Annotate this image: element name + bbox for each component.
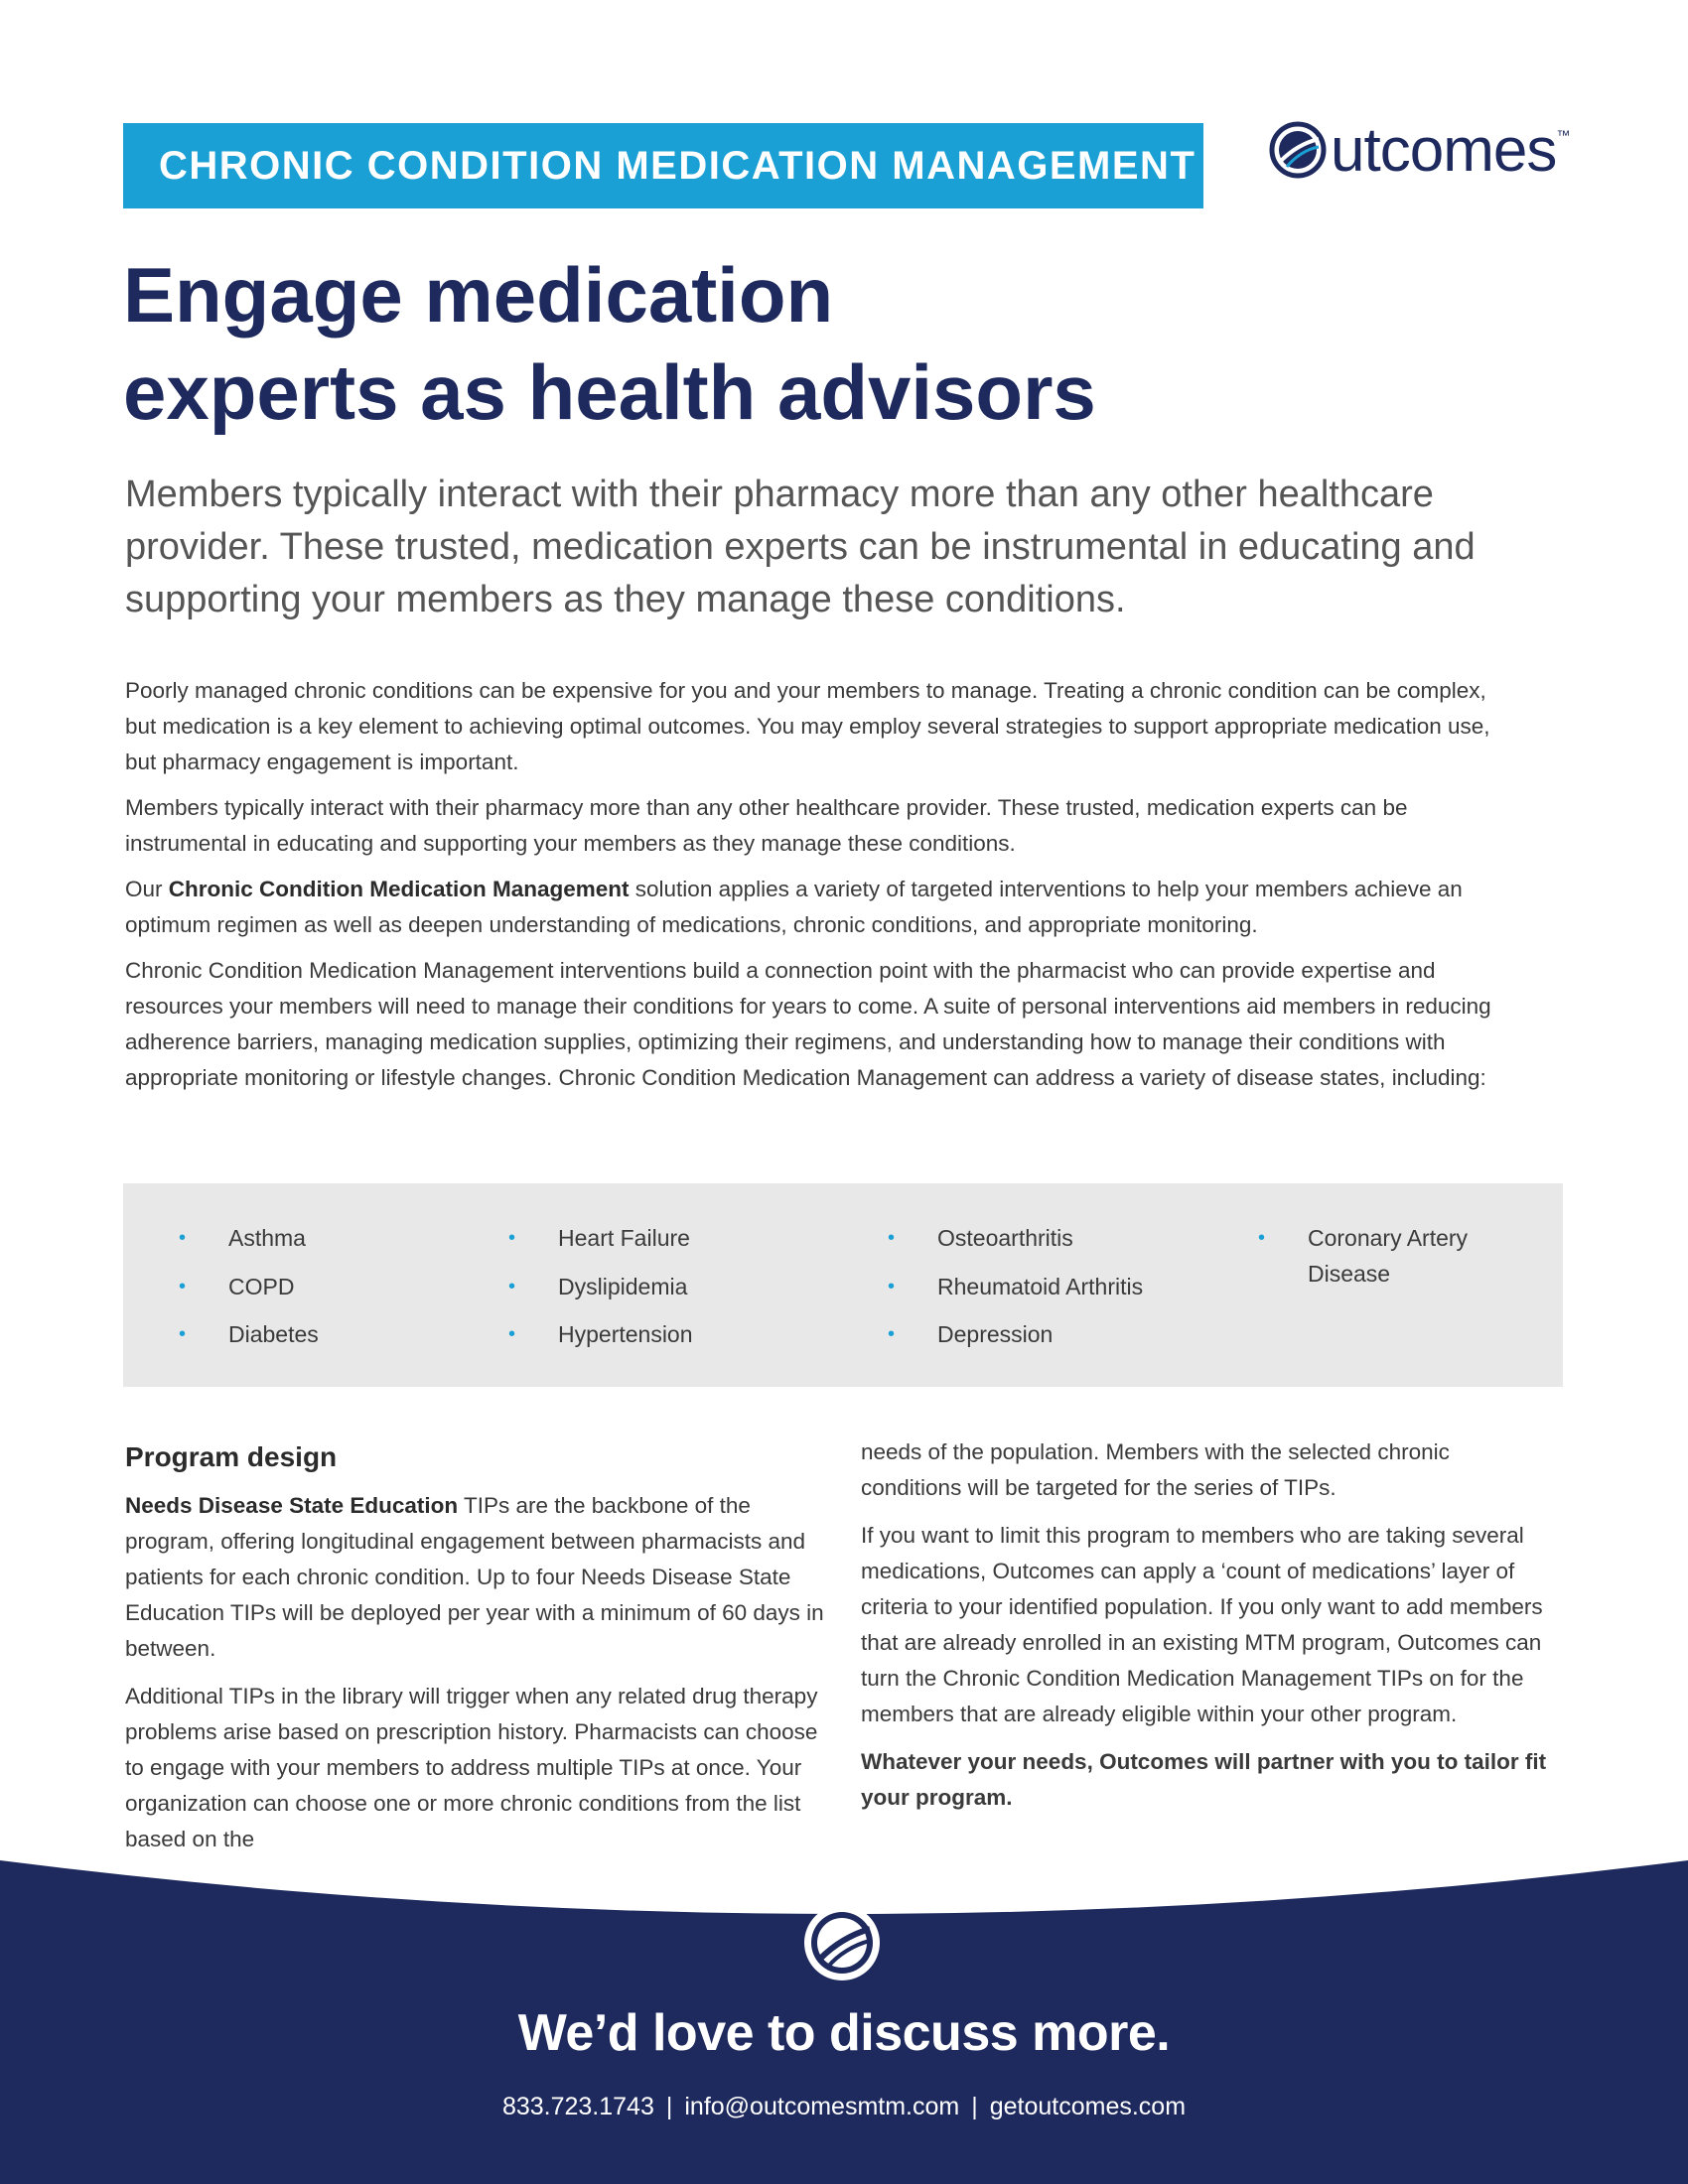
condition-item: • Diabetes	[179, 1316, 477, 1352]
conditions-column-4	[1258, 1220, 1506, 1304]
program-paragraph-1-rest: TIPs are the backbone of the program, offering longitudinal engagement between pharmacists and patients for each chronic condition. Up to four Needs Disease State Education TIPs will be deployed per year with a minimum of 60 days in between.	[125, 1493, 824, 1661]
condition-item: • Depression	[888, 1316, 1245, 1352]
program-paragraph-1	[125, 1488, 830, 1667]
separator: |	[971, 2093, 978, 2120]
conditions-column-3	[888, 1220, 1245, 1365]
condition-item: • COPD	[179, 1269, 477, 1304]
condition-item: • Osteoarthritis	[888, 1220, 1245, 1256]
program-paragraph-3: needs of the population. Members with the selected chronic conditions will be targeted for the series of TIPs.	[861, 1439, 1450, 1500]
conditions-column-1	[179, 1220, 477, 1365]
footer-title: We’d love to discuss more.	[517, 2004, 1171, 2062]
outcomes-logo	[1269, 117, 1570, 183]
outcomes-mark-icon	[800, 1901, 884, 1984]
program-closing-statement: Whatever your needs, Outcomes will partner with you to tailor fit your program.	[861, 1749, 1547, 1810]
program-design-right-column	[861, 1434, 1556, 1828]
program-paragraph-2: Additional TIPs in the library will trigger when any related drug therapy problems arise based on prescription history. Pharmacists can choose to engage with your members to address multiple TIPs at once. Your organization can choose one or more chronic conditions from the list based on the	[125, 1684, 818, 1851]
body-paragraph-4: Chronic Condition Medication Management interventions build a connection point with the pharmacist who can provide expertise and resources your members will need to manage their conditions for years to come. A suite of personal interventions aid members in reducing adherence barriers, managing medication supplies, optimizing their regimens, and understanding how to manage their conditions with appropriate monitoring or lifestyle changes. Chronic Condition Medication Management can address a variety of disease states, including:	[125, 958, 1491, 1090]
body-paragraph-2: Members typically interact with their pharmacy more than any other healthcare provider. These trusted, medication experts can be instrumental in educating and supporting your members as they manage these conditions.	[125, 795, 1408, 856]
website-link[interactable]: getoutcomes.com	[989, 2093, 1187, 2120]
program-design-left-column	[125, 1434, 830, 1869]
condition-item: • Hypertension	[508, 1316, 846, 1352]
intro-paragraph: Members typically interact with their pharmacy more than any other healthcare provider. These trusted, medication experts can be instrumental in educating and supporting your members as they manage these conditions.	[125, 474, 1476, 620]
condition-item: • Rheumatoid Arthritis	[888, 1269, 1245, 1304]
condition-item: • Asthma	[179, 1220, 477, 1256]
email-link[interactable]: info@outcomesmtm.com	[684, 2093, 960, 2120]
condition-item: • Heart Failure	[508, 1220, 846, 1256]
program-paragraph-4: If you want to limit this program to members who are taking several medications, Outcomes can apply a ‘count of medications’ layer of criteria to your identified population. If you only want to add members that are already enrolled in an existing MTM program, Outcomes can turn the Chronic Condition Medication Management TIPs on for the members that are already eligible within your other program.	[861, 1523, 1543, 1726]
p3-rest: solution applies a variety of targeted interventions to help your members achieve an optimum regimen as well as deepen understanding of medications, chronic conditions, and appropriate monitoring.	[125, 877, 1463, 937]
category-banner: CHRONIC CONDITION MEDICATION MANAGEMENT	[123, 123, 1203, 208]
conditions-column-2	[508, 1220, 846, 1365]
headline-line-1: Engage medication	[123, 251, 834, 339]
headline-line-2: experts as health advisors	[123, 348, 1096, 436]
contact-footer	[0, 1846, 1688, 2184]
p3-lead: Our	[125, 877, 169, 901]
outcomes-swoosh-icon	[1269, 121, 1327, 179]
phone-number[interactable]: 833.723.1743	[501, 2093, 654, 2120]
body-paragraph-3	[125, 872, 1505, 943]
conditions-list-box	[123, 1183, 1563, 1387]
page-headline	[123, 246, 1096, 441]
trademark-symbol: ™	[1556, 127, 1571, 143]
contact-line	[0, 2093, 1688, 2121]
body-paragraph-1: Poorly managed chronic conditions can be expensive for you and your members to manage. Treating a chronic condition can be complex, but medication is a key element to achieving optimal outcomes. You may employ several strategies to support appropriate medication use, but pharmacy engagement is important.	[125, 678, 1490, 774]
logo-wordmark: utcomes	[1331, 115, 1557, 185]
separator: |	[665, 2093, 673, 2120]
solution-name: Chronic Condition Medication Management	[168, 877, 630, 901]
body-section	[125, 673, 1505, 1106]
program-design-heading: Program design	[125, 1441, 338, 1472]
condition-item: • Coronary Artery Disease	[1258, 1220, 1506, 1292]
needs-education-term: Needs Disease State Education	[125, 1493, 459, 1518]
condition-item: • Dyslipidemia	[508, 1269, 846, 1304]
